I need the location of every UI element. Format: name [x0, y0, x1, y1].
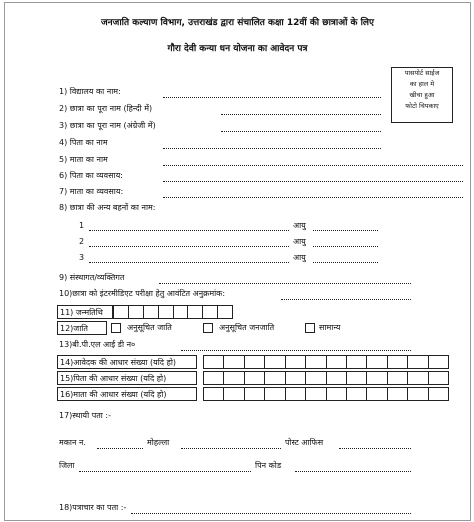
field-name-hindi-line[interactable] [221, 113, 381, 115]
field-permanent-address-label: 17)स्थायी पता :- [59, 411, 111, 420]
address-mohalla-label: मोहल्ला [147, 438, 170, 447]
sister-number: 3 [79, 253, 85, 262]
field-dob-label: 11) जन्मतिथि [60, 308, 103, 317]
caste-sc-checkbox[interactable] [111, 323, 121, 333]
field-bpl-id-label: 13)बी.पी.एल आई डी न० [59, 340, 136, 349]
dob-input-grid[interactable] [113, 305, 233, 319]
address-post-office-line[interactable] [339, 447, 411, 449]
address-house-line[interactable] [97, 447, 143, 449]
aadhaar-applicant-label-box [57, 355, 197, 369]
address-district-label: जिला [59, 461, 75, 470]
address-house-label: मकान न. [59, 438, 86, 447]
field-name-english-line[interactable] [221, 130, 381, 132]
photo-box-line: फोटो चिपकाए [405, 102, 439, 110]
sister-age-line[interactable] [313, 229, 378, 231]
address-district-line[interactable] [79, 470, 251, 472]
field-correspondence-address-line[interactable] [131, 512, 411, 514]
field-roll-number-line[interactable] [281, 298, 411, 300]
sister-age-label: आयु [293, 237, 306, 246]
sister-name-line[interactable] [89, 229, 289, 231]
field-father-name-label: 4) पिता का नाम [59, 138, 108, 147]
address-pincode-line[interactable] [295, 470, 411, 472]
field-school-name-line[interactable] [163, 96, 381, 98]
address-mohalla-line[interactable] [181, 447, 281, 449]
aadhaar-mother-grid[interactable] [203, 387, 449, 401]
field-aadhaar-father-label: 15)पिता की आधार संख्या (यदि हो) [60, 374, 167, 383]
aadhaar-applicant-grid[interactable] [203, 355, 449, 369]
field-mother-name-line[interactable] [163, 164, 463, 166]
form-title: गौरा देवी कन्या धन योजना का आवेदन पत्र [167, 44, 308, 54]
aadhaar-mother-label-box [57, 387, 197, 401]
sister-number: 2 [79, 237, 85, 246]
sister-age-line[interactable] [313, 261, 378, 263]
caste-sc-label: अनुसूचित जाति [127, 323, 172, 332]
field-father-occupation-line[interactable] [163, 180, 463, 182]
field-mother-occupation-label: 7) माता का व्यवसाय: [59, 187, 124, 196]
sister-name-line[interactable] [89, 261, 289, 263]
field-roll-number-label: 10)छात्रा को इंटरमीडिएट परीक्षा हेतु आवंटित अनुक्रमांक: [59, 289, 226, 298]
field-correspondence-address-label: 18)पत्राचार का पता :- [59, 503, 127, 512]
sister-number: 1 [79, 221, 85, 230]
sister-age-label: आयु [293, 221, 306, 230]
photo-box [391, 67, 453, 123]
sister-name-line[interactable] [89, 245, 289, 247]
field-mother-occupation-line[interactable] [163, 196, 463, 198]
field-institutional-line[interactable] [159, 282, 411, 284]
field-name-english-label: 3) छात्रा का पूरा नाम (अंग्रेजी में) [59, 121, 156, 130]
application-form-page [4, 2, 471, 521]
field-bpl-id-line[interactable] [181, 349, 411, 351]
caste-general-label: सामान्य [319, 323, 341, 332]
caste-st-checkbox[interactable] [203, 323, 213, 333]
field-aadhaar-mother-label: 16)माता की आधार संख्या (यदि हो) [60, 390, 167, 399]
caste-label-box [57, 321, 107, 335]
photo-box-line: पासपोर्ट साईज [404, 69, 440, 77]
field-caste-label: 12)जाति [60, 324, 88, 333]
field-father-name-line[interactable] [163, 147, 381, 149]
caste-st-label: अनुसूचित जनजाति [219, 323, 275, 332]
address-post-office-label: पोस्ट आफिस [285, 438, 324, 447]
field-aadhaar-applicant-label: 14)आवेदक की आधार संख्या (यदि हो) [60, 358, 177, 367]
field-mother-name-label: 5) माता का नाम [59, 155, 108, 164]
field-name-hindi-label: 2) छात्रा का पूरा नाम (हिन्दी में) [59, 104, 153, 113]
photo-box-line: खीचा हुआ [409, 91, 435, 99]
field-sisters-label: 8) छात्रा की अन्य बहनों का नाम: [59, 203, 156, 212]
field-father-occupation-label: 6) पिता का व्यवसाय: [59, 171, 123, 180]
sister-age-line[interactable] [313, 245, 378, 247]
address-pincode-label: पिन कोड [255, 461, 282, 470]
photo-box-line: का हाल मे [409, 80, 435, 88]
form-header-department: जनजाति कल्याण विभाग, उत्तराखंड द्वारा संचालित कक्षा 12वीं की छात्राओं के लिए [101, 18, 374, 28]
aadhaar-father-label-box [57, 371, 197, 385]
aadhaar-father-grid[interactable] [203, 371, 449, 385]
dob-label-box [57, 305, 113, 319]
caste-general-checkbox[interactable] [305, 323, 315, 333]
sister-age-label: आयु [293, 253, 306, 262]
field-school-name-label: 1) विद्यालय का नाम: [59, 87, 121, 96]
field-institutional-label: 9) संस्थागत/व्यक्तिगत [59, 273, 125, 282]
